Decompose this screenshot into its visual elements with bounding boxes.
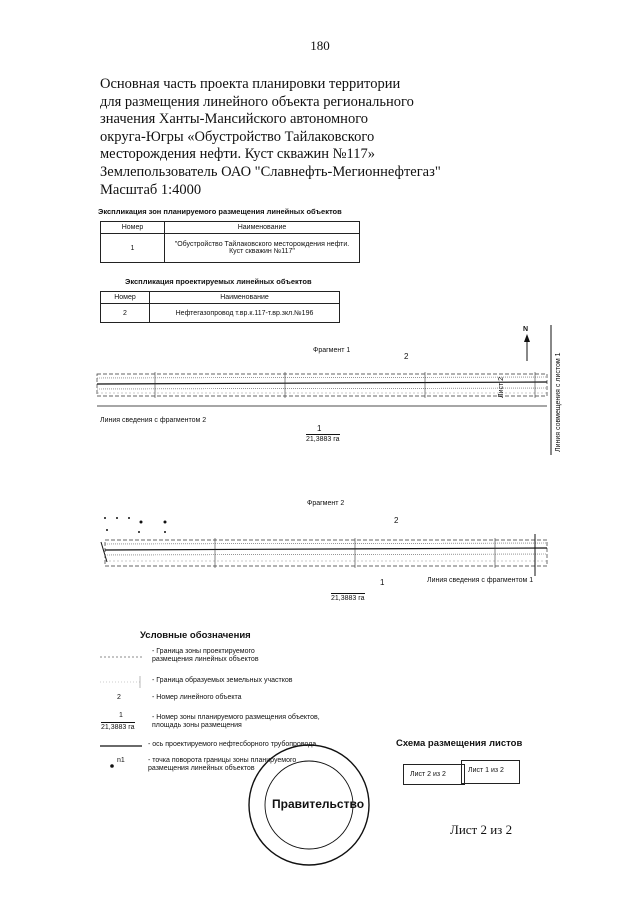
seal-center-text: Правительство — [272, 797, 365, 811]
side-junction-label: Линия совмещения с листом 1 — [555, 352, 562, 452]
title-line: месторождения нефти. Куст скважин №117» — [100, 146, 375, 163]
north-arrow-label: N — [523, 326, 529, 333]
explication-zones-caption: Экспликация зон планируемого размещения линейных объектов — [98, 207, 342, 216]
explication-zones-table — [100, 221, 360, 263]
legend-item: - Граница образуемых земельных участков — [152, 677, 293, 684]
page-number: 180 — [310, 38, 330, 53]
fragment2-map — [95, 514, 555, 578]
fragment1-junction-label: Линия сведения с фрагментом 2 — [100, 417, 207, 424]
title-line: значения Ханты-Мансийского автономного — [100, 111, 369, 128]
table-cell: Нефтегазопровод т.вр.к.117-т.вр.зкл.№196 — [150, 304, 340, 323]
table-cell: 2 — [101, 304, 150, 323]
title-line: округа-Югры «Обустройство Тайлаковского — [100, 128, 375, 145]
legend-item: - Номер зоны планируемого размещения объектов, площадь зоны размещения — [152, 714, 320, 729]
sheet-scheme-title: Схема размещения листов — [396, 738, 523, 749]
fragment2-zone-area: 21,3883 га — [331, 595, 365, 602]
title-line: для размещения линейного объекта регионального — [100, 93, 414, 110]
table-header-cell: Наименование — [150, 292, 340, 304]
fragment2-title: Фрагмент 2 — [307, 500, 345, 507]
fragment2-object-number: 2 — [394, 516, 399, 525]
table-header-cell: Номер — [101, 222, 165, 234]
zone-number-symbol: 1 — [119, 712, 123, 719]
zone-area-symbol: 21,3883 га — [101, 724, 135, 731]
pipeline-axis-symbol — [100, 742, 142, 750]
table-cell: 1 — [101, 234, 165, 263]
side-sheet-label: Лист 2 — [498, 376, 505, 398]
fragment1-map — [95, 362, 555, 412]
table-header-cell: Наименование — [165, 222, 360, 234]
legend-item: - ось проектируемого нефтесборного трубопровода — [148, 741, 317, 748]
legend-title: Условные обозначения — [140, 630, 251, 641]
title-line: Масштаб 1:4000 — [100, 181, 202, 198]
table-header-cell: Номер — [101, 292, 150, 304]
zone-boundary-symbol — [100, 652, 142, 662]
turn-point-symbol: n1 — [117, 757, 125, 764]
turn-point-icon — [108, 762, 116, 770]
document-title — [100, 76, 520, 199]
fragment1-title: Фрагмент 1 — [313, 347, 351, 354]
table-row — [101, 222, 360, 234]
table-row — [101, 292, 340, 304]
table-row — [101, 234, 360, 263]
fragment1-zone-number: 1 — [317, 424, 322, 433]
legend-item: - точка поворота границы зоны планируемого размещения линейных объектов — [148, 757, 297, 772]
title-line: Основная часть проекта планировки территории — [100, 76, 401, 92]
explication-objects-table — [100, 291, 340, 323]
sheet-box-current: Лист 2 из 2 — [403, 764, 465, 785]
fragment2-zone-number: 1 — [380, 578, 385, 587]
legend-item: - Граница зоны проектируемого размещения линейных объектов — [152, 648, 259, 663]
sheet-footer: Лист 2 из 2 — [450, 822, 513, 837]
fragment2-junction-label: Линия сведения с фрагментом 1 — [427, 577, 534, 584]
title-line: Землепользователь ОАО "Славнефть-Мегионнефтегаз" — [100, 163, 441, 180]
object-number-symbol: 2 — [117, 694, 121, 701]
north-arrow-icon — [520, 334, 534, 362]
explication-objects-caption: Экспликация проектируемых линейных объектов — [125, 277, 312, 286]
parcel-boundary-symbol — [100, 676, 142, 688]
fragment1-zone-area: 21,3883 га — [306, 436, 340, 443]
table-row — [101, 304, 340, 323]
fragment1-object-number: 2 — [404, 352, 409, 361]
legend-item: - Номер линейного объекта — [152, 694, 242, 701]
sheet-box-other: Лист 1 из 2 — [461, 760, 520, 784]
table-cell: "Обустройство Тайлаковского месторождения нефти. Куст скважин №117" — [165, 234, 360, 263]
